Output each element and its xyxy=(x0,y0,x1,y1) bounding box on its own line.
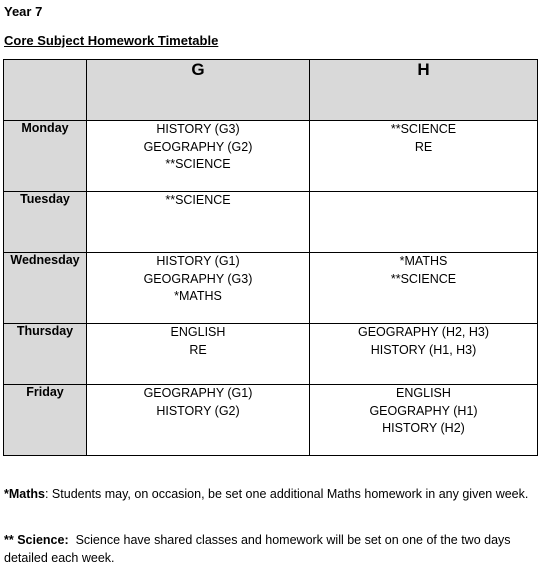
science-footnote-label: ** Science: xyxy=(4,533,69,547)
subject-entry: GEOGRAPHY (G1) xyxy=(143,386,253,400)
day-cell: Tuesday xyxy=(4,192,87,253)
h-cell xyxy=(310,253,538,324)
day-cell: Friday xyxy=(4,385,87,456)
subject-entry: ENGLISH xyxy=(396,386,451,400)
science-footnote xyxy=(4,531,536,567)
timetable-title: Core Subject Homework Timetable xyxy=(4,33,219,48)
day-cell: Monday xyxy=(4,121,87,192)
h-cell xyxy=(310,385,538,456)
table-row xyxy=(4,324,538,385)
subject-entry: **SCIENCE xyxy=(165,193,231,207)
science-footnote-text: Science have shared classes and homework will be set on one of the two days detailed each week. xyxy=(4,533,515,565)
maths-footnote-label: *Maths xyxy=(4,487,45,501)
subject-entry: *MATHS xyxy=(174,289,222,303)
subject-entry: HISTORY (H2) xyxy=(382,421,465,435)
day-cell: Wednesday xyxy=(4,253,87,324)
subject-entry: GEOGRAPHY (G3) xyxy=(143,271,253,286)
table-row xyxy=(4,385,538,456)
subject-entry: **SCIENCE xyxy=(390,271,457,286)
maths-footnote xyxy=(4,485,536,503)
h-cell xyxy=(310,324,538,385)
subject-entry: **SCIENCE xyxy=(165,157,231,171)
subject-entry: GEOGRAPHY (H2, H3) xyxy=(357,325,490,339)
subject-entry: ENGLISH xyxy=(170,325,226,339)
subject-entry: *MATHS xyxy=(399,254,448,268)
header-row xyxy=(4,60,538,121)
table-row xyxy=(4,253,538,324)
subject-entry: GEOGRAPHY (G2) xyxy=(143,139,253,154)
table-row xyxy=(4,121,538,192)
subject-entry: RE xyxy=(414,139,433,154)
g-cell xyxy=(87,324,310,385)
homework-timetable xyxy=(3,59,538,456)
g-cell xyxy=(87,253,310,324)
table-row xyxy=(4,192,538,253)
g-cell xyxy=(87,121,310,192)
day-cell: Thursday xyxy=(4,324,87,385)
column-header-g: G xyxy=(87,60,310,121)
corner-cell xyxy=(4,60,87,121)
year-heading: Year 7 xyxy=(4,4,43,19)
h-cell xyxy=(310,121,538,192)
subject-entry: HISTORY (G2) xyxy=(156,403,240,418)
g-cell xyxy=(87,385,310,456)
column-header-h: H xyxy=(310,60,538,121)
maths-footnote-text: : Students may, on occasion, be set one additional Maths homework in any given week. xyxy=(44,487,529,501)
subject-entry: HISTORY (H1, H3) xyxy=(370,342,477,357)
g-cell xyxy=(87,192,310,253)
h-cell xyxy=(310,192,538,253)
subject-entry: **SCIENCE xyxy=(390,122,457,136)
subject-entry: HISTORY (G1) xyxy=(156,254,240,268)
subject-entry: HISTORY (G3) xyxy=(156,122,240,136)
subject-entry: RE xyxy=(189,342,207,357)
subject-entry: GEOGRAPHY (H1) xyxy=(369,403,478,418)
